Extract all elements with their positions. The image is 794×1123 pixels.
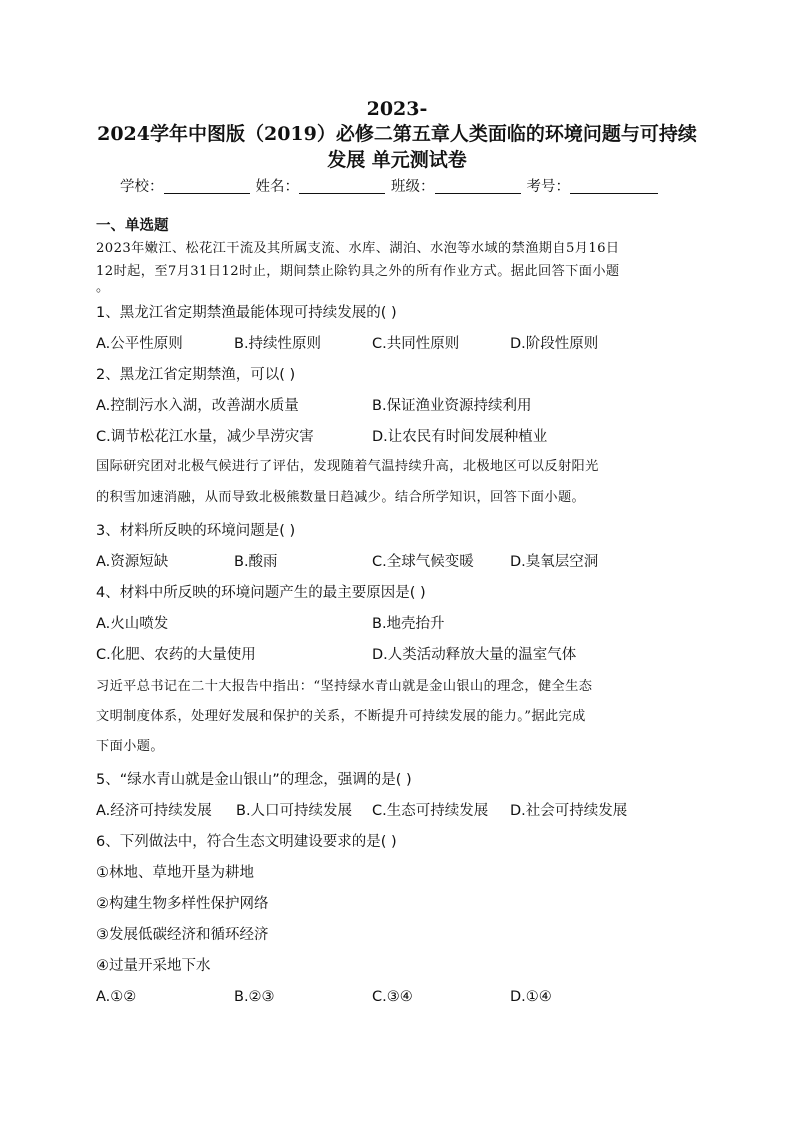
student-info-line	[120, 176, 680, 198]
q4-option-a[interactable]: A.火山喷发	[96, 616, 169, 632]
q6-option-a[interactable]: A.①②	[96, 989, 137, 1005]
q3-option-b[interactable]: B.酸雨	[234, 554, 278, 570]
question-2-options-row-2	[96, 426, 706, 448]
question-4-stem: 4、材料中所反映的环境问题产生的最主要原因是( )	[96, 585, 426, 601]
exam-no-label: 考号：	[526, 179, 570, 195]
q6-option-d[interactable]: D.①④	[510, 989, 552, 1005]
q2-option-c[interactable]: C.调节松花江水量，减少旱涝灾害	[96, 429, 314, 445]
question-4-options-row-2	[96, 644, 706, 666]
question-6-stem: 6、下列做法中，符合生态文明建设要求的是( )	[96, 834, 397, 850]
exam-title-line-2: 2024学年中图版（2019）必修二第五章人类面临的环境问题与可持续	[97, 123, 697, 145]
q5-option-b[interactable]: B.人口可持续发展	[236, 803, 353, 819]
q4-option-c[interactable]: C.化肥、农药的大量使用	[96, 647, 256, 663]
q2-option-b[interactable]: B.保证渔业资源持续利用	[372, 398, 532, 414]
q5-option-c[interactable]: C.生态可持续发展	[372, 803, 489, 819]
question-6-options	[96, 986, 706, 1008]
question-3-stem: 3、材料所反映的环境问题是( )	[96, 523, 296, 539]
q1-option-d[interactable]: D.阶段性原则	[510, 336, 599, 352]
q6-item-1: ①林地、草地开垦为耕地	[96, 865, 254, 881]
material-3-line-2: 文明制度体系，处理好发展和保护的关系，不断提升可持续发展的能力。”据此完成	[96, 709, 586, 724]
school-blank	[164, 177, 250, 194]
question-2-stem: 2、黑龙江省定期禁渔，可以( )	[96, 367, 296, 383]
q1-option-a[interactable]: A.公平性原则	[96, 336, 183, 352]
q6-option-b[interactable]: B.②③	[234, 989, 275, 1005]
q2-option-d[interactable]: D.让农民有时间发展种植业	[372, 429, 548, 445]
material-1-line-1: 2023年嫩江、松花江干流及其所属支流、水库、湖泊、水泡等水域的禁渔期自5月16日	[96, 241, 620, 256]
q1-option-b[interactable]: B.持续性原则	[234, 336, 322, 352]
name-label: 姓名：	[255, 179, 299, 195]
question-5-stem: 5、“绿水青山就是金山银山”的理念，强调的是( )	[96, 772, 412, 788]
question-1-options	[96, 333, 706, 355]
name-blank	[299, 177, 385, 194]
q4-option-b[interactable]: B.地壳抬升	[372, 616, 445, 632]
q3-option-c[interactable]: C.全球气候变暖	[372, 554, 474, 570]
q6-item-2: ②构建生物多样性保护网络	[96, 896, 269, 912]
question-4-options-row-1	[96, 613, 706, 635]
material-2-line-1: 国际研究团对北极气候进行了评估，发现随着气温持续升高，北极地区可以反射阳光	[96, 459, 599, 474]
material-3-line-3: 下面小题。	[96, 739, 164, 754]
q3-option-a[interactable]: A.资源短缺	[96, 554, 169, 570]
q6-item-4: ④过量开采地下水	[96, 958, 211, 974]
class-label: 班级：	[391, 179, 435, 195]
q5-option-d[interactable]: D.社会可持续发展	[510, 803, 628, 819]
q2-option-a[interactable]: A.控制污水入湖，改善湖水质量	[96, 398, 299, 414]
material-3-line-1: 习近平总书记在二十大报告中指出：“坚持绿水青山就是金山银山的理念，健全生态	[96, 679, 593, 694]
section-title: 一、单选题	[96, 218, 169, 234]
question-5-options	[96, 800, 706, 822]
question-2-options-row-1	[96, 395, 706, 417]
exam-no-blank	[570, 177, 658, 194]
exam-title-line-1: 2023-	[366, 98, 428, 120]
q5-option-a[interactable]: A.经济可持续发展	[96, 803, 212, 819]
school-label: 学校：	[120, 179, 164, 195]
q6-item-3: ③发展低碳经济和循环经济	[96, 927, 269, 943]
q6-option-c[interactable]: C.③④	[372, 989, 413, 1005]
q1-option-c[interactable]: C.共同性原则	[372, 336, 460, 352]
material-2-line-2: 的积雪加速消融，从而导致北极熊数量日趋减少。结合所学知识，回答下面小题。	[96, 490, 586, 505]
question-3-options	[96, 551, 706, 573]
exam-title-line-3: 发展 单元测试卷	[327, 149, 467, 171]
q4-option-d[interactable]: D.人类活动释放大量的温室气体	[372, 647, 577, 663]
question-1-stem: 1、黑龙江省定期禁渔最能体现可持续发展的( )	[96, 305, 397, 321]
q3-option-d[interactable]: D.臭氧层空洞	[510, 554, 599, 570]
material-1-line-2: 12时起，至7月31日12时止，期间禁止除钓具之外的所有作业方式。据此回答下面小题	[96, 264, 620, 279]
material-1-line-3: 。	[96, 280, 110, 295]
class-blank	[435, 177, 521, 194]
